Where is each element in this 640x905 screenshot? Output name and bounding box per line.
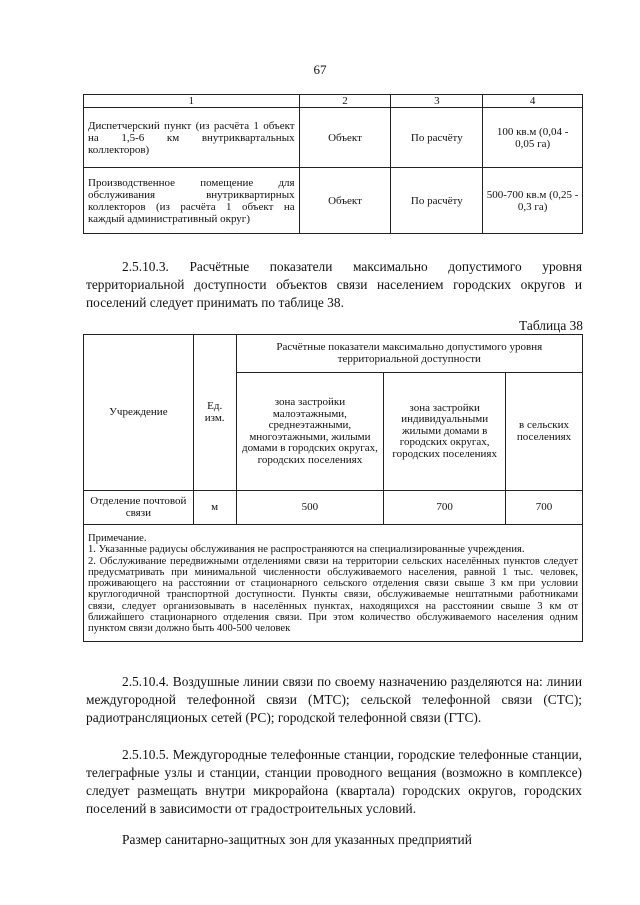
unit-value: м <box>193 491 236 525</box>
column-header: 4 <box>483 95 583 108</box>
column-header: 1 <box>84 95 300 108</box>
unit-header: Ед. изм. <box>193 335 236 491</box>
table-header-row <box>84 95 583 108</box>
institution-header: Учреждение <box>84 335 194 491</box>
facility-name: Диспетчерский пункт (из расчёта 1 объект на 1,5-6 км внутриквартальных коллекторов) <box>84 108 300 168</box>
paragraph-2-5-10-4: 2.5.10.4. Воздушные линии связи по своему назначению разделяются на: линии междугородной телефонной связи (МТС); сельской телефонной связи (СТС); радиотрансляционых сетей (РС); городской телефонной связи (ГТС). <box>86 674 582 725</box>
accessibility-table <box>83 334 583 642</box>
institution-name: Отделение почтовой связи <box>84 491 194 525</box>
note-item: 1. Указанные радиусы обслуживания не распространяются на специализированные учреждения. <box>88 544 525 556</box>
facilities-table <box>83 94 583 234</box>
table-header-row <box>84 335 583 373</box>
note-item: 2. Обслуживание передвижными отделениями связи на территории сельских населённых пунктов следует предусматривать при минимальной численности обслуживаемого населения, равной 1 тыс. человек, проживающего на расстоянии от стационарного сельского отделения связи свыше 3 км при условии круглогодичной транспортной доступности. Пункты связи, обслуживаемые нештатными работниками связи, следует организовывать в населённых пунктах, находящихся на расстоянии свыше 3 км от ближайшего стационарного отделения связи. При этом количество обслуживаемого населения одним пунктом связи должно быть 400-500 человек <box>88 555 578 635</box>
facility-method: По расчёту <box>391 168 483 234</box>
table-row <box>84 168 583 234</box>
zone-header: зона застройки малоэтажными, среднеэтажными, многоэтажными, жилыми домами в городских округах, городских поселениях <box>236 373 384 491</box>
distance-value: 700 <box>506 491 583 525</box>
facility-name: Производственное помещение для обслуживания внутриквартирных коллекторов (из расчёта 1 объект на каждый административный округ) <box>84 168 300 234</box>
facility-method: По расчёту <box>391 108 483 168</box>
facility-area: 100 кв.м (0,04 - 0,05 га) <box>483 108 583 168</box>
paragraph-2-5-10-3: 2.5.10.3. Расчётные показатели максимально допустимого уровня территориальной доступности объектов связи населением городских округов и поселений следует принимать по таблице 38. <box>86 259 582 310</box>
zone-header: зона застройки индивидуальными жилыми домами в городских округах, городских поселениях <box>384 373 506 491</box>
facility-area: 500-700 кв.м (0,25 - 0,3 га) <box>483 168 583 234</box>
table-note <box>84 525 583 642</box>
table-row <box>84 491 583 525</box>
facility-unit: Объект <box>299 168 391 234</box>
note-title: Примечание. <box>88 533 147 544</box>
paragraph-2-5-10-5: 2.5.10.5. Междугородные телефонные станции, городские телефонные станции, телеграфные узлы и станции, станции проводного вещания (возможно в комплексе) следует размещать внутри микрорайона (квартала) городских округов, городских поселений в зависимости от градостроительных условий. <box>86 747 582 816</box>
distance-value: 500 <box>236 491 384 525</box>
note-row <box>84 525 583 642</box>
facility-unit: Объект <box>299 108 391 168</box>
column-header: 3 <box>391 95 483 108</box>
paragraph-sanitary-zones: Размер санитарно-защитных зон для указанных предприятий <box>122 832 472 847</box>
column-header: 2 <box>299 95 391 108</box>
indicators-header: Расчётные показатели максимально допустимого уровня территориальной доступности <box>236 335 582 373</box>
zone-header: в сельских поселениях <box>506 373 583 491</box>
table-row <box>84 108 583 168</box>
page-number: 67 <box>313 62 327 77</box>
distance-value: 700 <box>384 491 506 525</box>
table-caption: Таблица 38 <box>519 318 583 333</box>
